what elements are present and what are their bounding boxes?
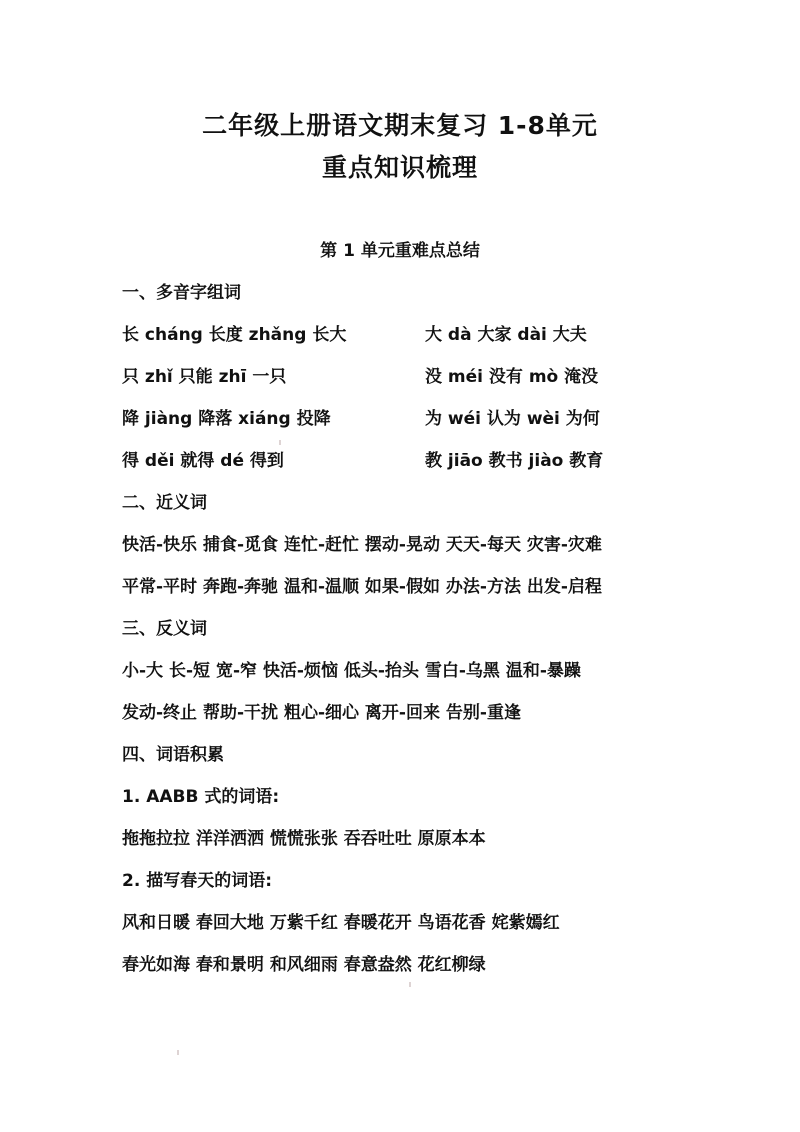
polyphone-right: 大 dà 大家 dài 大夫 <box>425 325 587 345</box>
polyphone-right: 为 wéi 认为 wèi 为何 <box>425 409 600 429</box>
section-heading-vocabulary: 四、词语积累 <box>122 745 224 765</box>
antonym-line: 发动-终止 帮助-干扰 粗心-细心 离开-回来 告别-重逢 <box>122 703 521 723</box>
aabb-line: 拖拖拉拉 洋洋洒洒 慌慌张张 吞吞吐吐 原原本本 <box>122 829 486 849</box>
unit-heading: 第 1 单元重难点总结 <box>320 241 480 261</box>
spring-words-line: 春光如海 春和景明 和风细雨 春意盎然 花红柳绿 <box>122 955 486 975</box>
synonym-line: 平常-平时 奔跑-奔驰 温和-温顺 如果-假如 办法-方法 出发-启程 <box>122 577 602 597</box>
polyphone-left: 长 cháng 长度 zhǎng 长大 <box>122 325 347 345</box>
document-title-line2: 重点知识梳理 <box>321 153 478 182</box>
scan-speck <box>409 982 411 987</box>
section-heading-antonyms: 三、反义词 <box>122 619 207 639</box>
spring-words-line: 风和日暖 春回大地 万紫千红 春暖花开 鸟语花香 姹紫嫣红 <box>122 913 560 933</box>
section-heading-synonyms: 二、近义词 <box>122 493 207 513</box>
scan-speck <box>279 440 281 445</box>
polyphone-left: 得 děi 就得 dé 得到 <box>122 451 284 471</box>
scan-speck <box>177 1050 179 1055</box>
spring-words-heading: 2. 描写春天的词语: <box>122 871 273 891</box>
polyphone-right: 教 jiāo 教书 jiào 教育 <box>425 451 604 471</box>
polyphone-right: 没 méi 没有 mò 淹没 <box>425 367 599 387</box>
antonym-line: 小-大 长-短 宽-窄 快活-烦恼 低头-抬头 雪白-乌黑 温和-暴躁 <box>122 661 581 681</box>
aabb-heading: 1. AABB 式的词语: <box>122 787 280 807</box>
polyphone-left: 只 zhǐ 只能 zhī 一只 <box>122 367 287 387</box>
section-heading-polyphones: 一、多音字组词 <box>122 283 241 303</box>
polyphone-left: 降 jiàng 降落 xiáng 投降 <box>122 409 331 429</box>
document-title-line1: 二年级上册语文期末复习 1-8单元 <box>202 111 598 140</box>
synonym-line: 快活-快乐 捕食-觅食 连忙-赶忙 摆动-晃动 天天-每天 灾害-灾难 <box>122 535 602 555</box>
